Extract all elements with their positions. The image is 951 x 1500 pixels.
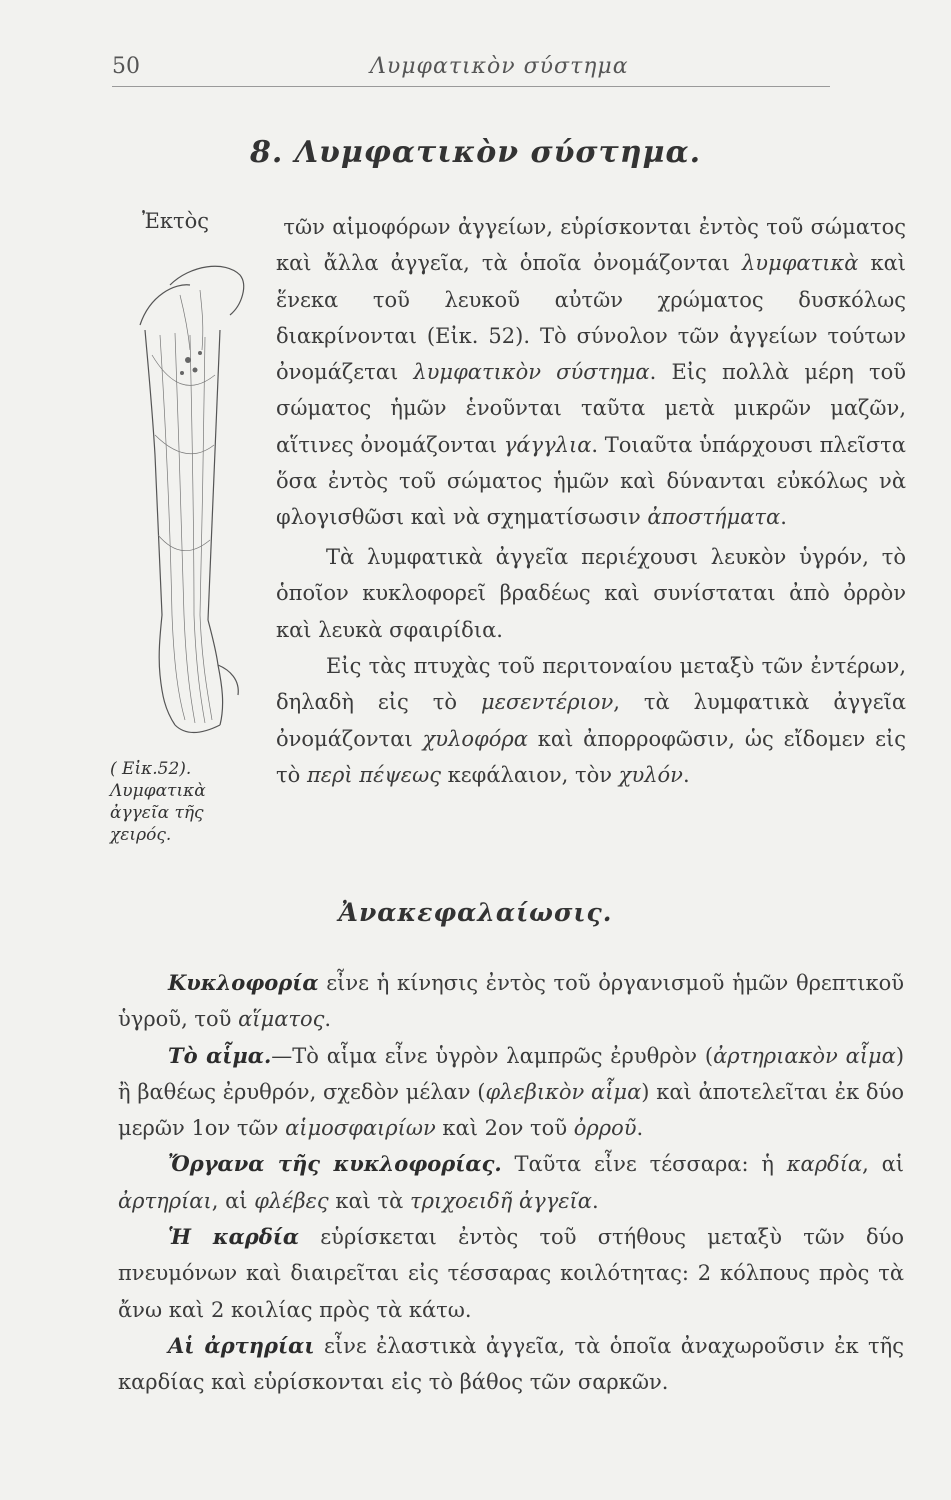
s2-text-1: —Τὸ αἷμα εἶνε ὑγρὸν λαμπρῶς ἐρυθρὸν (: [271, 1043, 714, 1068]
p3-text-3: καὶ ἀπορροφῶσιν, ὡς εἴδομεν εἰς τὸ: [276, 726, 906, 787]
term-the-arteries: Αἱ ἀρτηρίαι: [168, 1332, 315, 1358]
summary-organs: [118, 1146, 904, 1219]
figure-caption: ( Εἰκ.52). Λυμφατικὰ ἀγγεῖα τῆς χειρός.: [110, 759, 206, 845]
s3-text-4: καὶ τὰ: [328, 1188, 411, 1213]
term-arteries: ἀρτηρίαι: [118, 1188, 212, 1213]
p3-text-2: , τὰ λυμφατικὰ ἀγγεῖα ὀνομάζονται: [276, 690, 906, 751]
summary-arteries: [118, 1328, 904, 1401]
s4-text-1: εὑρίσκεται ἐντὸς τοῦ στήθους μεταξὺ τῶν δύο πνευμόνων καὶ διαιρεῖται εἰς τέσσαρας κοιλότητας: 2 κόλπους πρὸς τὰ ἄνω καὶ 2 κοιλίας πρὸς τὰ κάτω.: [118, 1225, 905, 1322]
intro-first-word: Ἐκτὸς: [142, 209, 210, 233]
intro-paragraph-1: [276, 209, 906, 536]
term-chyliferous: χυλοφόρα: [422, 726, 528, 751]
lymphatic-arm-illustration: [130, 255, 260, 750]
s3-text-3: , αἱ: [211, 1188, 255, 1213]
term-ganglia: γάγγλια: [503, 432, 592, 457]
p1-text-3: . Εἰς πολλὰ μέρη τοῦ σώματος ἡμῶν ἑνοῦνται ταῦτα μετὰ μικρῶν μαζῶν, αἵτινες ὀνομάζονται: [276, 360, 907, 457]
s1-text-1: εἶνε ἡ κίνησις ἐντὸς τοῦ ὀργανισμοῦ ἡμῶν θρεπτικοῦ ὑγροῦ, τοῦ: [118, 971, 904, 1032]
term-capillaries: τριχοειδῆ ἀγγεῖα: [410, 1188, 592, 1213]
term-veins: φλέβες: [254, 1188, 329, 1213]
p1-text-1: τῶν αἱμοφόρων ἀγγείων, εὑρίσκονται ἐντὸς τοῦ σώματος καὶ ἄλλα ἀγγεῖα, τὰ ὁποῖα ὀνομάζονται: [276, 215, 906, 276]
term-serum: ὀρροῦ: [573, 1116, 637, 1141]
term-digestion: περὶ πέψεως: [306, 762, 441, 787]
term-blood-cells: αἱμοσφαιρίων: [285, 1116, 436, 1141]
p3-text-5: .: [682, 762, 690, 787]
section-title: 8. Λυμφατικὸν σύστημα.: [249, 135, 702, 170]
term-mesentery: μεσεντέριον: [481, 690, 614, 715]
page-number: 50: [112, 54, 140, 79]
running-title: Λυμφατικὸν σύστημα: [370, 54, 629, 79]
running-head: [112, 52, 830, 87]
term-organs-of-circulation: Ὄργανα τῆς κυκλοφορίας.: [168, 1151, 502, 1177]
term-abscesses: ἀποστήματα: [647, 505, 781, 530]
p1-text-2: καὶ ἕνεκα τοῦ λευκοῦ αὐτῶν χρώματος δυσκόλως διακρίνονται (Εἰκ. 52). Τὸ σύνολον τῶν ἀγγείων τούτων ὀνομάζεται: [276, 251, 906, 385]
summary-section: [118, 965, 904, 1401]
summary-blood: [118, 1038, 904, 1147]
s2-text-3: ) καὶ ἀποτελεῖται ἐκ δύο μερῶν 1ον τῶν: [118, 1079, 904, 1141]
term-the-heart: Ἡ καρδία: [168, 1224, 300, 1250]
p1-text-4: . Τοιαῦτα ὑπάρχουσι πλεῖστα ὅσα ἐντὸς τοῦ σώματος ἡμῶν καὶ δύνανται εὐκόλως νὰ φλογισθῶσι καὶ νὰ σχηματίσωσιν: [276, 432, 906, 530]
p3-text-4: κεφάλαιον, τὸν: [440, 762, 619, 787]
s2-text-4: καὶ 2ον τοῦ: [435, 1116, 574, 1141]
term-arterial-blood: ἀρτηριακὸν αἷμα: [713, 1043, 896, 1068]
term-venous-blood: φλεβικὸν αἷμα: [485, 1079, 642, 1104]
term-lymphatic-system: λυμφατικὸν σύστημα: [413, 360, 650, 385]
summary-heart: [118, 1219, 904, 1328]
s2-text-5: .: [636, 1116, 644, 1141]
summary-title: Ἀνακεφαλαίωσις.: [338, 898, 613, 927]
term-heart: καρδία: [786, 1152, 863, 1177]
term-the-blood: Τὸ αἷμα.: [168, 1042, 272, 1068]
p3-text-1: Εἰς τὰς πτυχὰς τοῦ περιτοναίου μεταξὺ τῶν ἐντέρων, δηλαδὴ εἰς τὸ: [276, 654, 906, 715]
s2-text-2: ) ἢ βαθέως ἐρυθρόν, σχεδὸν μέλαν (: [118, 1043, 905, 1104]
s3-text-2: , αἱ: [862, 1152, 905, 1177]
term-lymphatika: λυμφατικὰ: [742, 251, 859, 276]
p2-text: Τὰ λυμφατικὰ ἀγγεῖα περιέχουσι λευκὸν ὑγρόν, τὸ ὁποῖον κυκλοφορεῖ βραδέως καὶ συνίσταται ἀπὸ ὀρρὸν καὶ λευκὰ σφαιρίδια.: [276, 545, 906, 642]
term-chyle: χυλόν: [618, 762, 683, 787]
term-blood: αἵματος: [238, 1007, 325, 1032]
p1-text-5: .: [780, 505, 787, 530]
term-circulation: Κυκλοφορία: [168, 970, 319, 995]
summary-circulation: [118, 965, 904, 1038]
s1-text-2: .: [324, 1007, 332, 1032]
s3-text-1: Ταῦτα εἶνε τέσσαρα: ἡ: [501, 1152, 787, 1177]
s5-text-1: εἶνε ἐλαστικὰ ἀγγεῖα, τὰ ὁποῖα ἀναχωροῦσιν ἐκ τῆς καρδίας καὶ εὑρίσκονται εἰς τὸ βάθος τῶν σαρκῶν.: [118, 1333, 905, 1395]
s3-text-5: .: [591, 1188, 599, 1213]
intro-paragraph-3: [276, 648, 906, 793]
intro-paragraph-2: [276, 539, 906, 648]
